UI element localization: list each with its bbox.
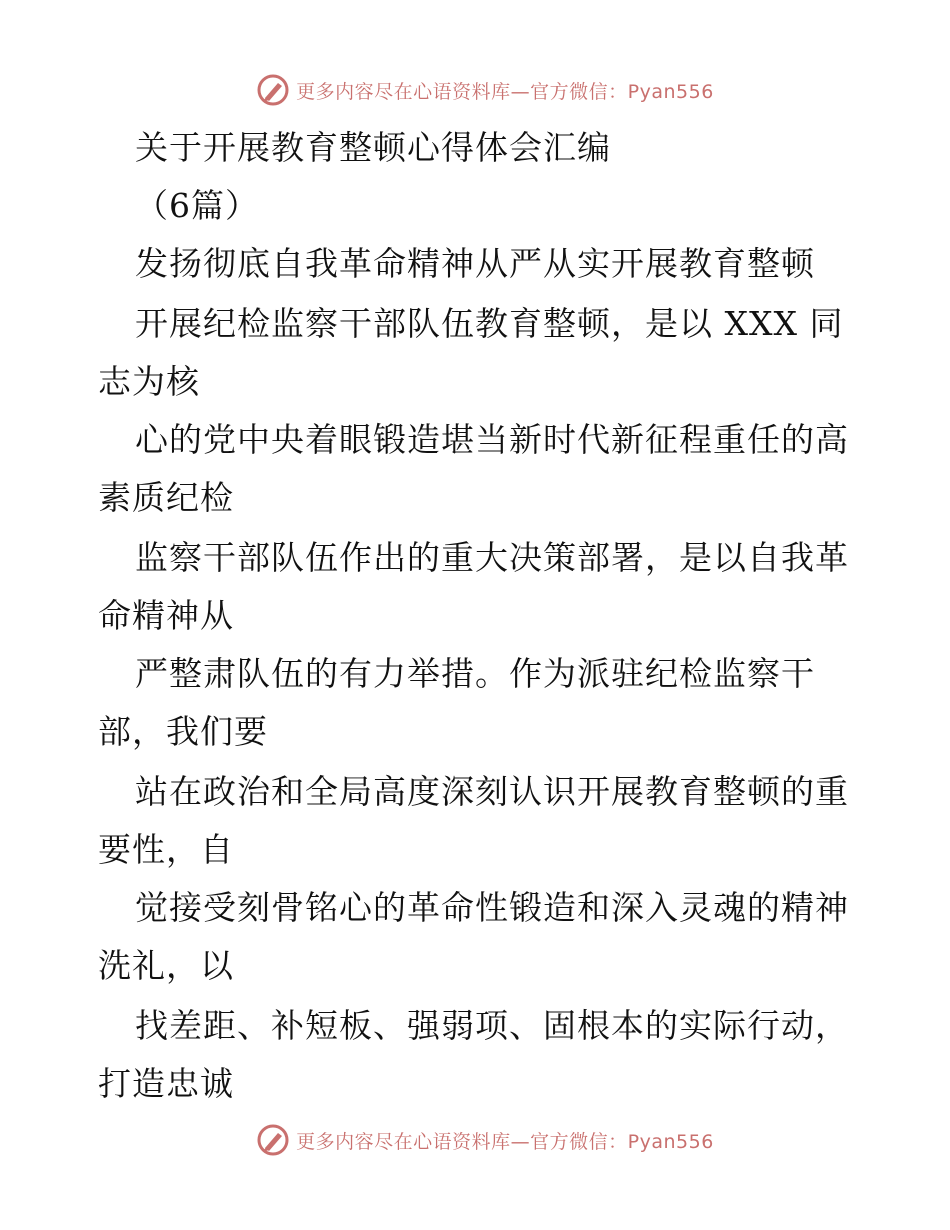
footer-banner — [0, 1120, 950, 1160]
paragraph-line: 监察干部队伍作出的重大决策部署，是以自我革 — [135, 538, 849, 577]
header-banner — [0, 70, 950, 110]
paragraph-line: 心的党中央着眼锻造堪当新时代新征程重任的高 — [135, 420, 849, 459]
pen-logo-icon — [256, 73, 290, 107]
paragraph-line: 命精神从 — [98, 596, 234, 635]
paragraph-line: 觉接受刻骨铭心的革命性锻造和深入灵魂的精神 — [135, 888, 849, 927]
article-heading: 发扬彻底自我革命精神从严从实开展教育整顿 — [135, 244, 815, 283]
paragraph-line: 打造忠诚 — [98, 1064, 234, 1103]
paragraph-line: 素质纪检 — [98, 478, 234, 517]
paragraph-line: 严整肃队伍的有力举措。作为派驻纪检监察干 — [135, 654, 815, 693]
paragraph-line: 找差距、补短板、强弱项、固根本的实际行动， — [135, 1006, 849, 1045]
paragraph-line: 要性，自 — [98, 830, 234, 869]
document-subtitle: （6篇） — [135, 186, 259, 225]
banner-text: 更多内容尽在心语资料库—官方微信：Pyan556 — [296, 1130, 714, 1153]
paragraph-line: 洗礼，以 — [98, 946, 234, 985]
paragraph-line: 志为核 — [98, 362, 200, 401]
paragraph-line: 站在政治和全局高度深刻认识开展教育整顿的重 — [135, 772, 849, 811]
document-title: 关于开展教育整顿心得体会汇编 — [135, 128, 611, 167]
paragraph-line: 开展纪检监察干部队伍教育整顿，是以 XXX 同 — [135, 304, 844, 343]
pen-logo-icon — [256, 1123, 290, 1157]
paragraph-line: 部，我们要 — [98, 712, 268, 751]
banner-text: 更多内容尽在心语资料库—官方微信：Pyan556 — [296, 80, 714, 103]
